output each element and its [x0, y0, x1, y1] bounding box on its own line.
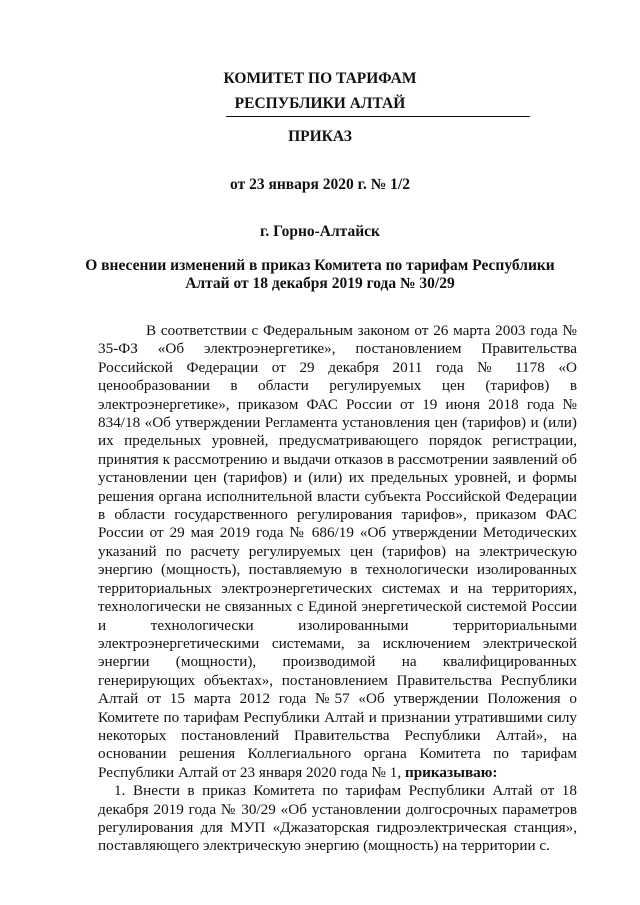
org-name-line2: РЕСПУБЛИКИ АЛТАЙ [234, 95, 406, 112]
item-1-paragraph: 1. Внести в приказ Комитета по тарифам Республики Алтай от 18 декабря 2019 года № 30/29 «Об установлении долгосрочных параметров регулирования для МУП «Джазаторская гидроэлектрическая станция», поставляющего электрическую энергию (мощность) на территории с. [98, 782, 577, 855]
city: г. Горно-Алтайск [260, 223, 380, 240]
doc-title-line1: О внесении изменений в приказ Комитета по тарифам Республики [85, 257, 555, 274]
preamble-text: В соответствии с Федеральным законом от 26 марта 2003 года № 35-ФЗ «Об электроэнергетике», постановлением Правительства Российской Федерации от 29 декабря 2011 года № 1178 «О ценообразовании в области регулируемых цен (тарифов) в электроэнергетике», приказом ФАС России от 19 июня 2018 года № 834/18 «Об утверждении Регламента установления цен (тарифов) и (или) их предельных уровней, предусматривающего порядок регистрации, принятия к рассмотрению и выдачи отказов в рассмотрении заявлений об установлении цен (тарифов) и (или) их предельных уровней, и формы решения органа исполнительной власти субъекта Российской Федерации в области государственного регулирования тарифов», приказом ФАС России от 29 мая 2019 года № 686/19 «Об утверждении Методических указаний по расчету регулируемых цен (тарифов) на электрическую энергию (мощность), поставляемую в технологически изолированных территориальных электроэнергетических системах и на территориях, технологически не связанных с Единой энергетической системой России и технологически изолированными территориальными электроэнергетическими системами, за исключением электрической энергии (мощности), производимой на квалифицированных генерирующих объектах», постановлением Правительства Республики Алтай от 15 марта 2012 года №57 «Об утверждении Положения о Комитете по тарифам Республики Алтай и признании утратившими силу некоторых постановлений Правительства Республики Алтай», на основании решения Коллегиального органа Комитета по тарифам Республики Алтай от 23 января 2020 года № 1, [98, 322, 577, 781]
header-rule [226, 116, 530, 117]
date-number: от 23 января 2020 г. № 1/2 [230, 176, 410, 193]
org-name-line1: КОМИТЕТ ПО ТАРИФАМ [223, 70, 417, 87]
preamble-paragraph [98, 322, 577, 782]
doc-type: ПРИКАЗ [288, 128, 352, 145]
doc-title-line2: Алтай от 18 декабря 2019 года № 30/29 [185, 275, 455, 292]
document-body [98, 322, 577, 856]
order-word: приказываю: [404, 763, 498, 781]
